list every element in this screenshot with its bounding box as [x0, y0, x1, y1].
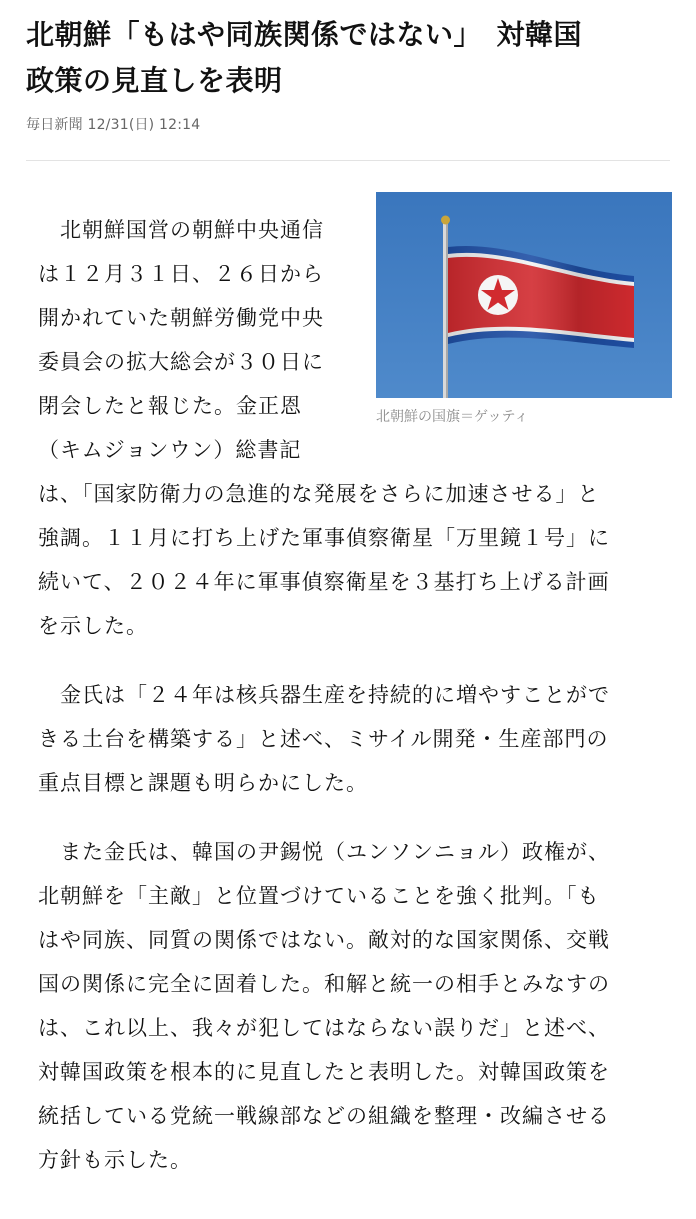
publish-datetime: 12/31(日) 12:14 — [87, 117, 201, 133]
text-line: きる土台を構築する」と述べ、ミサイル開発・生産部門の — [38, 727, 609, 751]
source-name[interactable]: 毎日新聞 — [26, 117, 83, 133]
text-line — [38, 208, 610, 252]
text-line: は、これ以上、我々が犯してはならない誤りだ」と述べ、 — [38, 1016, 610, 1040]
text-line: は１２月３１日、２６日から — [38, 262, 324, 286]
text-line: 対韓国政策を根本的に見直したと表明した。対韓国政策を — [38, 1060, 610, 1084]
text-line: は、「国家防衛力の急進的な発展をさらに加速させる」と — [38, 482, 600, 506]
paragraph — [38, 208, 610, 648]
headline-line: 政策の見直しを表明 — [26, 64, 283, 97]
paragraph — [38, 673, 610, 805]
article-body — [38, 208, 610, 1182]
headline — [26, 12, 676, 104]
text-line: 方針も示した。 — [38, 1148, 192, 1172]
text-line: 重点目標と課題も明らかにした。 — [38, 771, 368, 795]
text-line-content: 金氏は「２４年は核兵器生産を持続的に増やすことがで — [60, 683, 610, 707]
text-line-content: また金氏は、韓国の尹錫悦（ユンソンニョル）政権が、 — [60, 840, 610, 864]
text-line: 国の関係に完全に固着した。和解と統一の相手とみなすの — [38, 972, 610, 996]
text-line: 閉会したと報じた。金正恩 — [38, 394, 302, 418]
text-line: 統括している党統一戦線部などの組織を整理・改編させる — [38, 1104, 610, 1128]
headline-line: 北朝鮮「もはや同族関係ではない」 対韓国 — [26, 18, 583, 51]
text-line — [38, 830, 610, 874]
image-caption: 北朝鮮の国旗＝ゲッティ — [376, 409, 529, 425]
text-line — [38, 673, 610, 717]
text-line-content: 北朝鮮国営の朝鮮中央通信 — [60, 218, 324, 242]
text-line: 委員会の拡大総会が３０日に — [38, 350, 324, 374]
text-line: 続いて、２０２４年に軍事偵察衛星を３基打ち上げる計画 — [38, 570, 610, 594]
text-line: はや同族、同質の関係ではない。敵対的な国家関係、交戦 — [38, 928, 610, 952]
article-meta — [26, 114, 200, 134]
paragraph — [38, 830, 610, 1182]
text-line: 北朝鮮を「主敵」と位置づけていることを強く批判。「も — [38, 884, 600, 908]
text-line: （キムジョンウン）総書記 — [38, 438, 302, 462]
text-line: を示した。 — [38, 614, 148, 638]
paragraph-gap — [38, 648, 610, 673]
divider — [26, 160, 670, 161]
text-line: 強調。１１月に打ち上げた軍事偵察衛星「万里鏡１号」に — [38, 526, 610, 550]
text-line: 開かれていた朝鮮労働党中央 — [38, 306, 324, 330]
paragraph-gap — [38, 805, 610, 830]
